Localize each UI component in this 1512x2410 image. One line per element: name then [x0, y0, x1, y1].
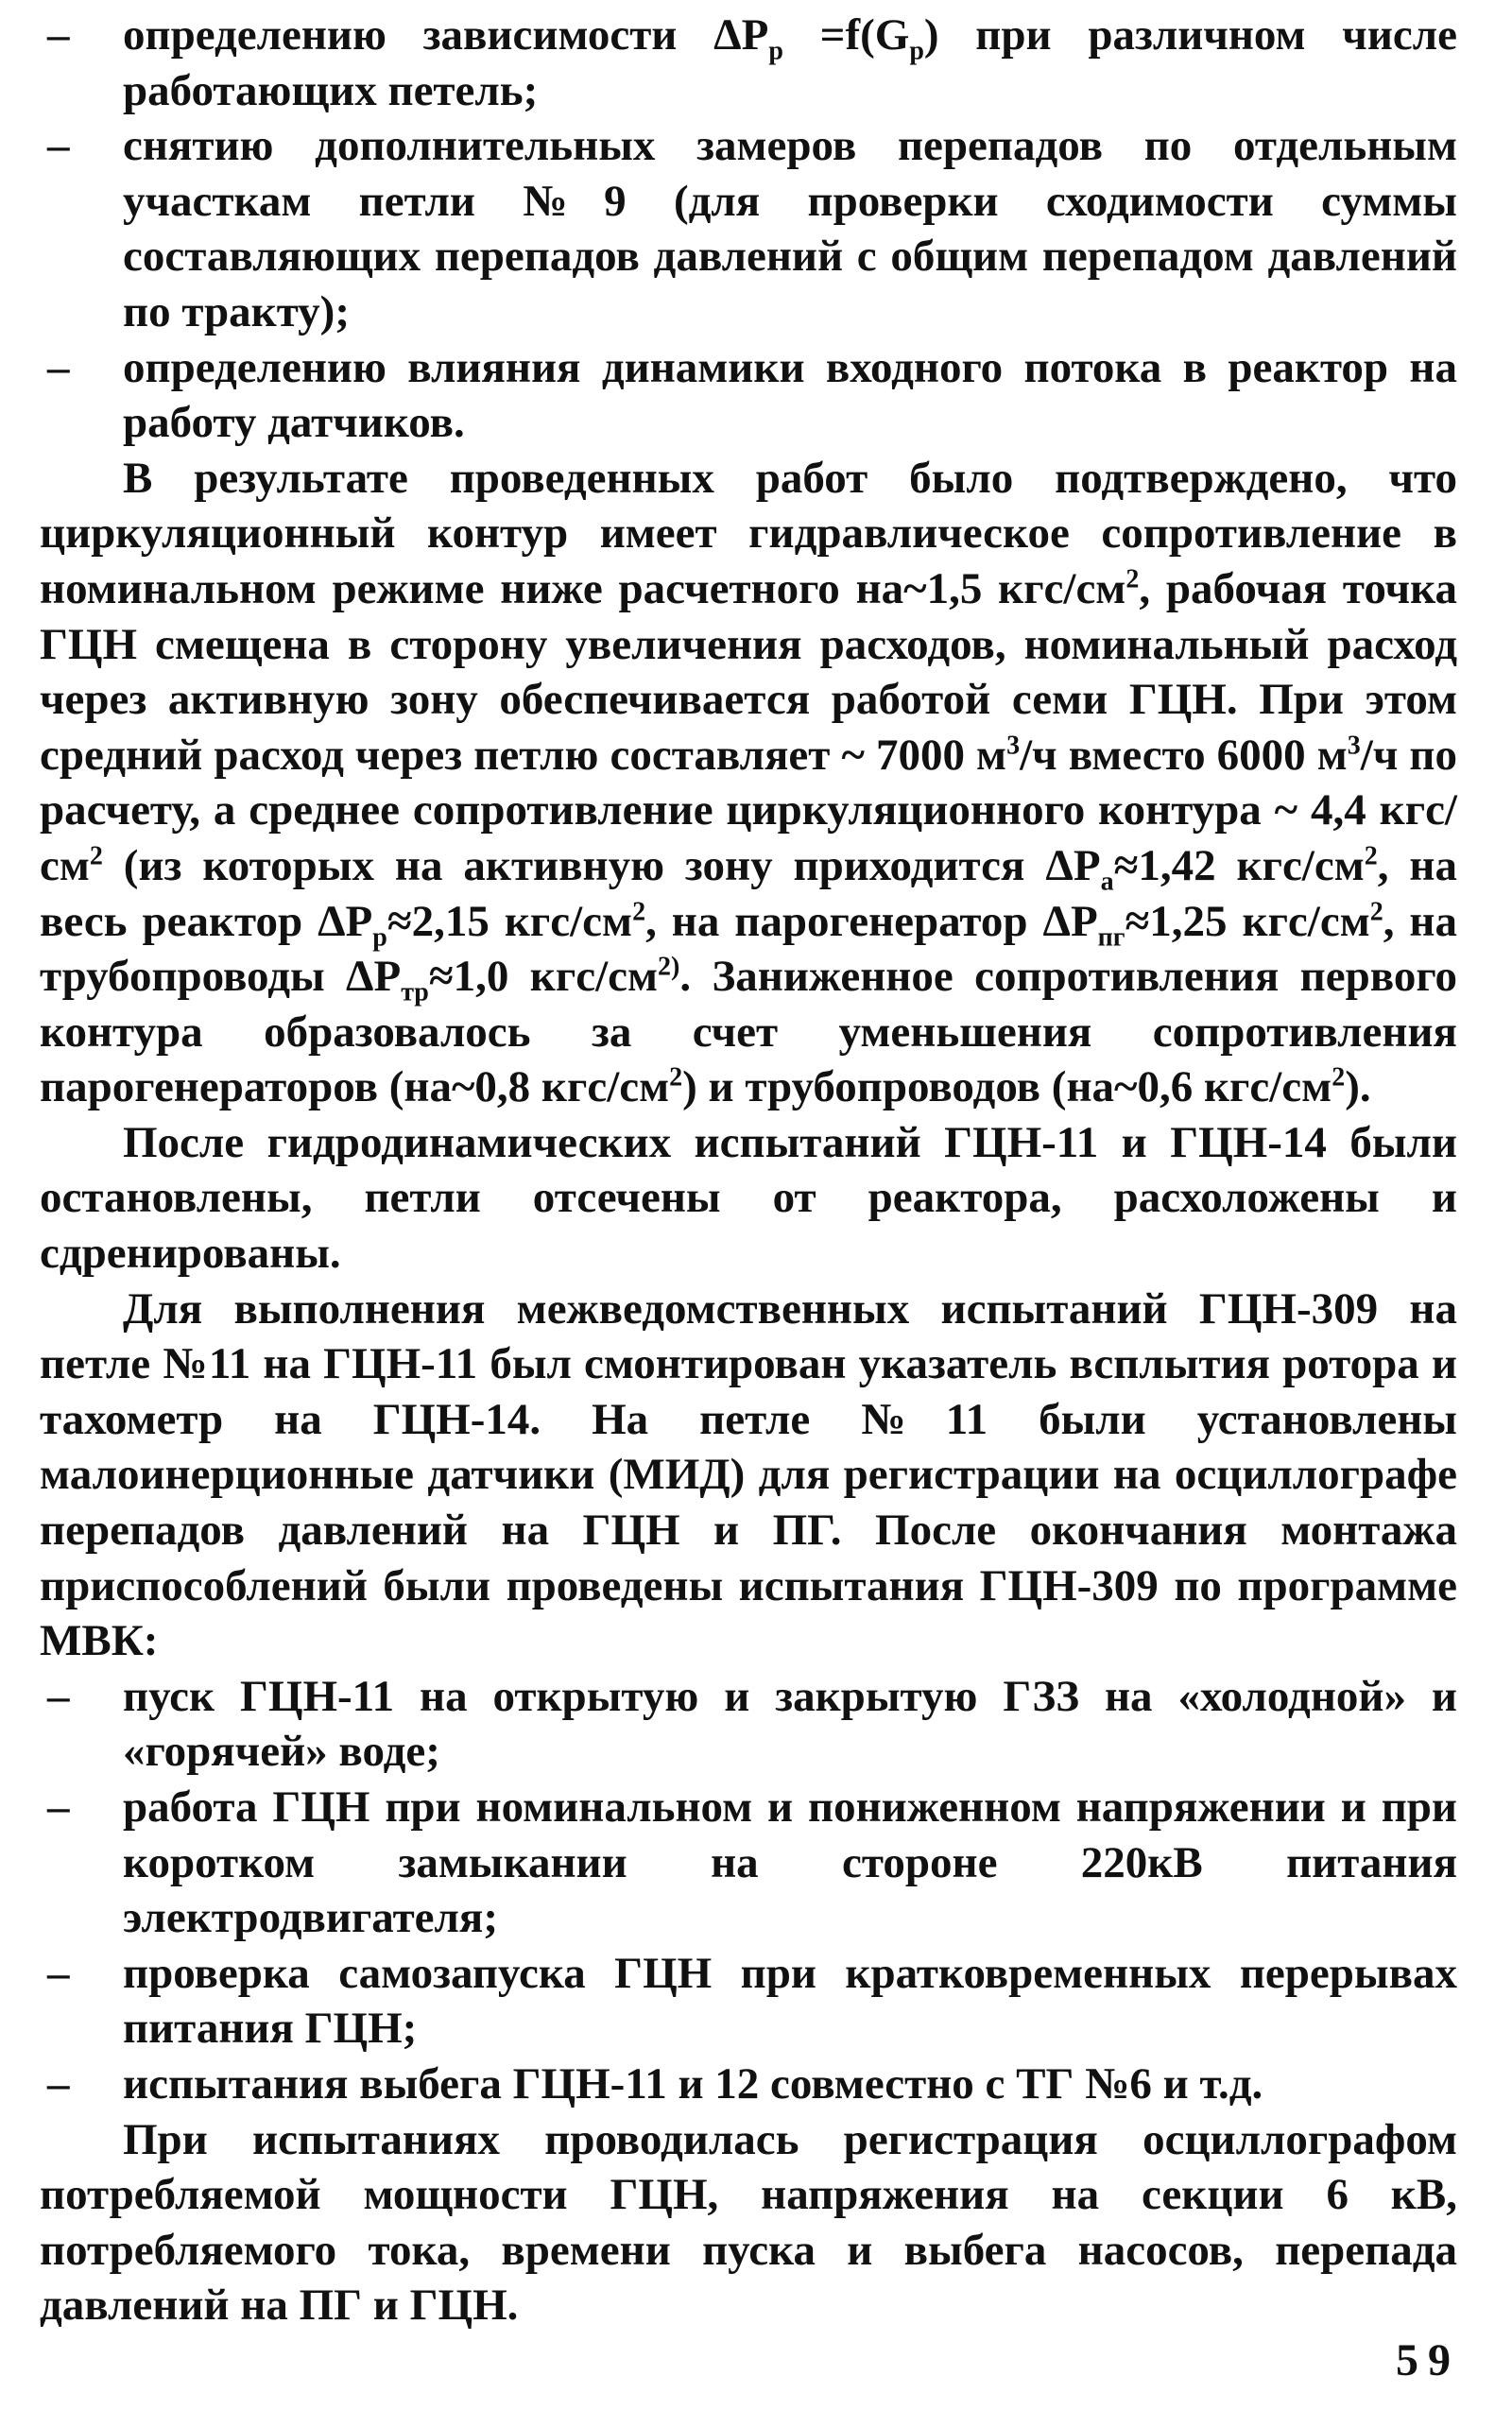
list-item-text: снятию дополнительных замеров перепадов по отдельным участкам петли №9 (для проверки сходимости суммы составляющих перепадов давлений с общим перепадом давлений по тракту); [123, 121, 1457, 336]
text-run: =f(G [782, 10, 910, 60]
text-run: В результате проведенных работ было подтверждено, что циркуляционный контур имеет гидравлическое сопротивление в номинальном режиме ниже расчетного на~1,5 кгс/см [40, 453, 1457, 613]
text-run: (из которых на активную зону приходится ΔP [102, 840, 1101, 890]
list-item [40, 1946, 1457, 2057]
text-run: ≈1,25 кгс/см [1125, 896, 1370, 946]
list-item-text: испытания выбега ГЦН-11 и 12 совместно с ТГ №6 и т.д. [123, 2058, 1263, 2109]
text-run: ) и трубопроводов (на~0,6 кгс/см [682, 1062, 1332, 1112]
subscript: р [909, 36, 924, 66]
text-run: ) при различном числе работающих петель; [123, 10, 1457, 115]
text-run: . Заниженное сопротивления первого контура образовалось за счет уменьшения сопротивления парогенераторов (на~0,8 кгс/см [40, 952, 1457, 1112]
text-run: , на весь реактор ΔP [40, 840, 1457, 946]
superscript: 2 [89, 841, 103, 871]
subscript: р [768, 36, 783, 66]
text-run: , на парогенератор ΔP [645, 896, 1098, 946]
list-item-text: проверка самозапуска ГЦН при кратковременных перерывах питания ГЦН; [123, 1948, 1457, 2054]
page-number: 59 [1396, 2335, 1460, 2385]
list-item [40, 8, 1457, 118]
subscript: пг [1097, 921, 1125, 952]
list-item [40, 2057, 1457, 2112]
superscript: 2 [1332, 1062, 1346, 1093]
subscript: тр [401, 977, 429, 1007]
list-item [40, 1669, 1457, 1780]
paragraph-registration: При испытаниях проводилась регистрация осциллографом потребляемой мощности ГЦН, напряжения на секции 6 кВ, потребляемого тока, времени пуска и выбега насосов, перепада давлений на ПГ и ГЦН. [40, 2114, 1457, 2331]
superscript: 2 [632, 896, 646, 926]
list-dash: – [47, 1782, 70, 1832]
page-body [40, 8, 1457, 2333]
paragraph-interdepartmental-tests: Для выполнения межведомственных испытаний ГЦН-309 на петле №11 на ГЦН-11 был смонтирован указатель всплытия ротора и тахометр на ГЦН-14. На петле №11 были установлены малоинерционные датчики (МИД) для регистрации на осциллографе перепадов давлений на ГЦН и ПГ. После окончания монтажа приспособлений были проведены испытания ГЦН-309 по программе МВК: [40, 1283, 1457, 1666]
list-dash: – [47, 1948, 70, 1998]
list-dash: – [47, 2058, 70, 2109]
list-item-text [123, 8, 1457, 118]
text-run: ≈1,0 кгс/см [428, 952, 658, 1002]
superscript: 2 [1364, 841, 1378, 871]
list-item [40, 340, 1457, 451]
text-run: ≈1,42 кгс/см [1113, 840, 1365, 890]
list-item-text: работа ГЦН при номинальном и пониженном напряжении и при коротком замыкании на стороне 220кВ питания электродвигателя; [123, 1782, 1457, 1943]
superscript: 3 [1006, 731, 1021, 761]
text-run: /ч по расчету, а среднее сопротивление циркуляционного контура ~ 4,4 кгс/см [40, 730, 1457, 890]
text-run: определению зависимости ΔP [123, 10, 769, 60]
list-dash: – [47, 10, 70, 60]
list-dash: – [47, 1671, 70, 1721]
text-run: , на трубопроводы ΔP [40, 896, 1457, 1002]
subscript: р [372, 921, 387, 952]
superscript: 3 [1347, 731, 1361, 761]
list-item-text: определению влияния динамики входного потока в реактор на работу датчиков. [123, 342, 1457, 448]
superscript: 2 [669, 1062, 683, 1093]
list-item [40, 118, 1457, 339]
superscript: 2 [1369, 896, 1383, 926]
list-item [40, 1780, 1457, 1946]
text-run: , рабочая точка ГЦН смещена в сторону увеличения расходов, номинальный расход через активную зону обеспечивается работой семи ГЦН. При этом средний расход через петлю составляет ~ 7000 м [40, 563, 1457, 780]
superscript: 2 [1125, 564, 1140, 594]
text-run: ≈2,15 кгс/см [387, 896, 633, 946]
list-dash: – [47, 342, 70, 392]
text-run: /ч вместо 6000 м [1020, 730, 1348, 780]
list-dash: – [47, 121, 70, 171]
paragraph-results [40, 451, 1457, 1115]
paragraph-after-tests: После гидродинамических испытаний ГЦН-11 и ГЦН-14 были остановлены, петли отсечены от реактора, расхоложены и сдренированы. [40, 1117, 1457, 1279]
text-run: ). [1345, 1062, 1371, 1112]
list-item-text: пуск ГЦН-11 на открытую и закрытую ГЗЗ на «холодной» и «горячей» воде; [123, 1671, 1457, 1777]
superscript: 2) [658, 952, 680, 982]
subscript: а [1100, 867, 1114, 897]
